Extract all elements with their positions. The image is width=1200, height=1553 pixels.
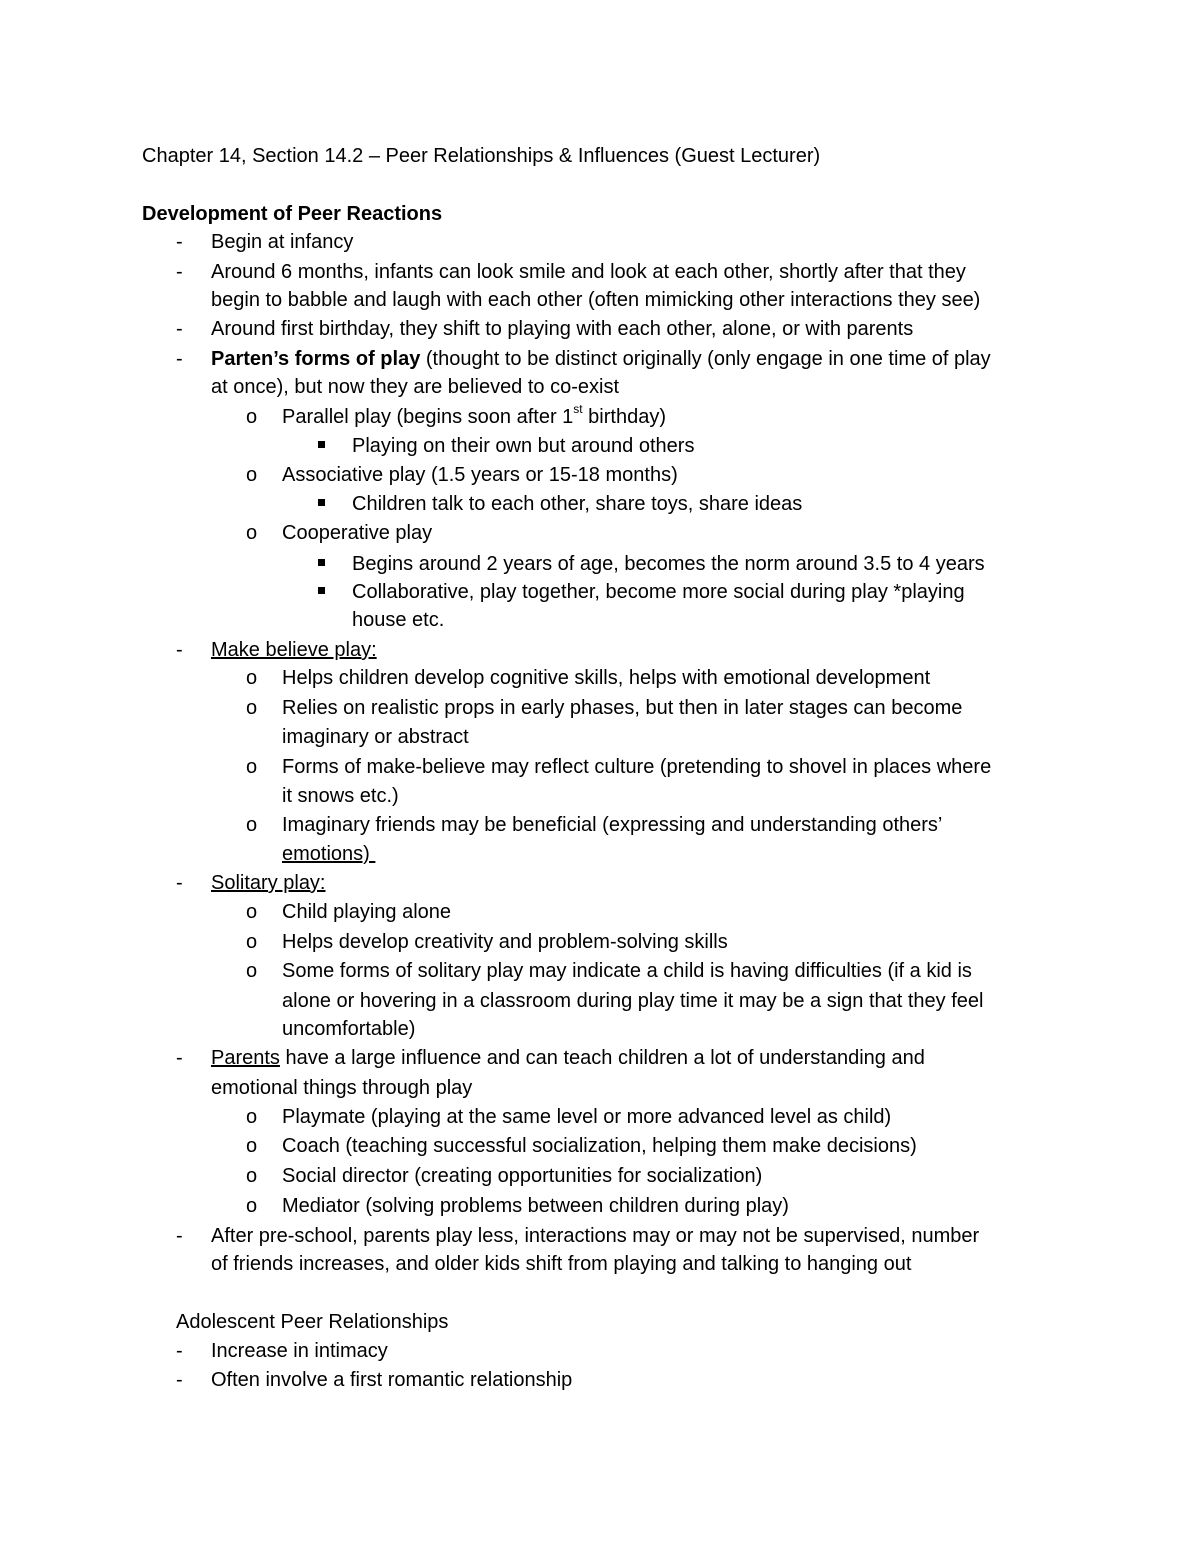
list-item-continued: at once), but now they are believed to co-exist [211,376,620,398]
square-bullet-icon [318,441,325,448]
ordinal-suffix: st [573,402,583,417]
dash-bullet: - [176,1225,183,1247]
list-item: Some forms of solitary play may indicate a child is having difficulties (if a kid is [282,960,972,982]
make-believe-heading: Make believe play: [211,639,377,661]
square-bullet-icon [318,559,325,566]
list-item-continued: begin to babble and laugh with each other (often mimicking other interactions they see) [211,289,981,311]
dash-bullet: - [176,231,183,253]
list-item: Around 6 months, infants can look smile and look at each other, shortly after that they [211,261,966,283]
parents-text: have a large influence and can teach children a lot of understanding and [279,1047,925,1069]
list-item-continued: of friends increases, and older kids shift from playing and talking to hanging out [211,1253,912,1275]
list-item: Child playing alone [282,901,452,923]
dash-bullet: - [176,1047,183,1069]
circle-bullet: o [246,464,258,486]
partens-forms-term: Parten’s forms of play [211,348,421,370]
dash-bullet: - [176,872,183,894]
circle-bullet: o [246,1106,258,1128]
section-heading-peer-reactions: Development of Peer Reactions [142,203,443,225]
circle-bullet: o [246,756,258,778]
list-item-continued: it snows etc.) [282,785,399,807]
circle-bullet: o [246,901,258,923]
document-title: Chapter 14, Section 14.2 – Peer Relationships & Influences (Guest Lecturer) [142,145,821,167]
solitary-play-heading: Solitary play: [211,872,326,894]
parents-term: Parents [211,1047,280,1069]
list-item: After pre-school, parents play less, interactions may or may not be supervised, number [211,1225,980,1247]
list-item: Social director (creating opportunities for socialization) [282,1165,763,1187]
list-item: Playing on their own but around others [352,435,695,457]
list-item-continued: alone or hovering in a classroom during play time it may be a sign that they feel [282,990,984,1012]
square-bullet-icon [318,587,325,594]
list-item-continued: imaginary or abstract [282,726,469,748]
parallel-play-text-end: birthday) [582,406,666,428]
circle-bullet: o [246,814,258,836]
list-item [211,1044,925,1073]
dash-bullet: - [176,348,183,370]
circle-bullet: o [246,697,258,719]
list-item: Relies on realistic props in early phases, but then in later stages can become [282,697,963,719]
list-item: Mediator (solving problems between children during play) [282,1195,789,1217]
list-item-continued: emotional things through play [211,1077,473,1099]
circle-bullet: o [246,1165,258,1187]
list-item: Often involve a first romantic relationship [211,1369,573,1391]
parallel-play-text: Parallel play (begins soon after 1 [282,406,574,428]
partens-forms-text: (thought to be distinct originally (only engage in one time of play [420,348,991,370]
list-item: Helps children develop cognitive skills, helps with emotional development [282,667,931,689]
list-item-continued: house etc. [352,609,445,631]
circle-bullet: o [246,960,258,982]
circle-bullet: o [246,406,258,428]
list-item: Begin at infancy [211,231,354,253]
list-item-continued: uncomfortable) [282,1018,416,1040]
circle-bullet: o [246,931,258,953]
list-item: Playmate (playing at the same level or more advanced level as child) [282,1106,892,1128]
list-item-continued: emotions) [282,843,376,865]
list-item: Begins around 2 years of age, becomes the norm around 3.5 to 4 years [352,553,985,575]
dash-bullet: - [176,1340,183,1362]
list-item: Forms of make-believe may reflect culture (pretending to shovel in places where [282,756,992,778]
list-item: Collaborative, play together, become more social during play *playing [352,581,965,603]
circle-bullet: o [246,522,258,544]
dash-bullet: - [176,1369,183,1391]
dash-bullet: - [176,261,183,283]
list-item: Increase in intimacy [211,1340,388,1362]
list-item [282,403,666,432]
circle-bullet: o [246,1195,258,1217]
circle-bullet: o [246,667,258,689]
list-item: Cooperative play [282,522,433,544]
list-item: Coach (teaching successful socialization, helping them make decisions) [282,1135,917,1157]
list-item: Children talk to each other, share toys, share ideas [352,493,803,515]
circle-bullet: o [246,1135,258,1157]
dash-bullet: - [176,639,183,661]
list-item [211,345,991,374]
list-item: Imaginary friends may be beneficial (expressing and understanding others’ [282,814,943,836]
list-item: Helps develop creativity and problem-solving skills [282,931,728,953]
list-item: Associative play (1.5 years or 15-18 months) [282,464,678,486]
square-bullet-icon [318,499,325,506]
section-heading-adolescent: Adolescent Peer Relationships [176,1311,449,1333]
list-item: Around first birthday, they shift to playing with each other, alone, or with parents [211,318,914,340]
dash-bullet: - [176,318,183,340]
